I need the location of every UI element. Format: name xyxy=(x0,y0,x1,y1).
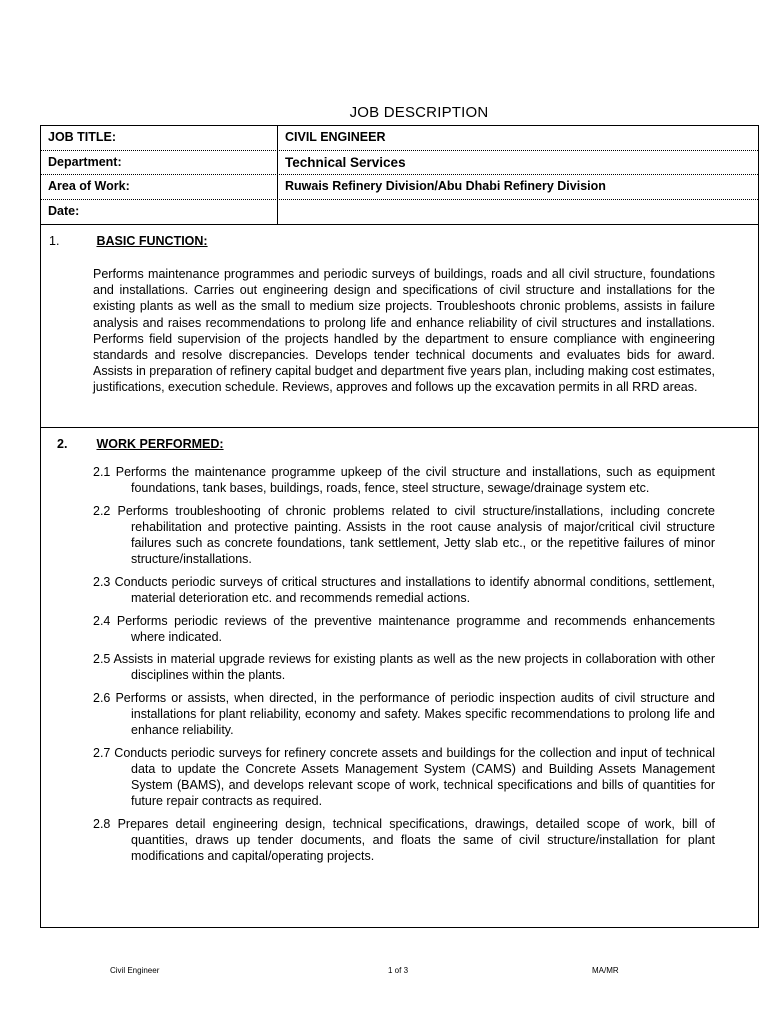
job-title-value: CIVIL ENGINEER xyxy=(285,130,386,144)
footer-left: Civil Engineer xyxy=(110,966,160,975)
work-item-2-2: 2.2 Performs troubleshooting of chronic problems related to civil structure/installations, including concrete rehabilitation and protective painting. Assists in the root cause analysis of major/critical civil structure failures such as concrete foundations, tank settlement, Jetty slab etc., or the repetitive failures of minor structure/installations. xyxy=(93,503,715,567)
section-work-performed xyxy=(40,427,759,928)
section-title: WORK PERFORMED: xyxy=(96,437,224,451)
department-value: Technical Services xyxy=(285,154,406,170)
work-item-2-8: 2.8 Prepares detail engineering design, technical specifications, drawings, detailed scope of work, bill of quantities, draws up tender documents, and floats the same of civil structure/installation for plant modifications and capital/operating projects. xyxy=(93,816,715,864)
header-row-department xyxy=(41,151,758,176)
work-items-list xyxy=(93,464,715,871)
basic-function-text: Performs maintenance programmes and periodic surveys of buildings, roads and all civil structure, foundations and installations. Carries out engineering design and specifications of civil structure and installations for the existing plants as well as the small to medium size projects. Troubleshoots chronic problems, assists in failure analysis and raises recommendations to prolong life and enhance reliability of civil structures and installations. Performs field supervision of the projects handled by the department to ensure compliance with engineering standards and resolve discrepancies. Develops tender technical documents and evaluates bids for award. Assists in preparation of refinery capital budget and department five years plan, including making cost estimates, justifications, execution schedule. Reviews, approves and follows up the excavation permits in all RRD areas. xyxy=(93,267,715,395)
section-number: 2. xyxy=(57,437,68,451)
date-label: Date: xyxy=(41,200,278,225)
work-item-2-1: 2.1 Performs the maintenance programme upkeep of the civil structure and installations, such as equipment foundations, tank bases, buildings, roads, fence, steel structure, sewage/drainage system etc. xyxy=(93,465,715,496)
work-item-2-3: 2.3 Conducts periodic surveys of critical structures and installations to identify abnormal conditions, settlement, material deterioration etc. and recommends remedial actions. xyxy=(93,574,715,606)
job-header-table xyxy=(40,125,759,225)
date-value xyxy=(278,200,758,225)
footer-page-number: 1 of 3 xyxy=(388,966,409,975)
department-label: Department: xyxy=(41,151,278,175)
section-heading xyxy=(49,437,224,451)
work-item-2-4: 2.4 Performs periodic reviews of the preventive maintenance programme and recommends enhancements where indicated. xyxy=(93,613,715,644)
work-item-2-5: 2.5 Assists in material upgrade reviews for existing plants as well as the new projects in collaboration with other disciplines within the plants. xyxy=(93,652,715,683)
section-number: 1. xyxy=(49,234,60,248)
section-heading xyxy=(49,234,208,248)
work-item-2-7: 2.7 Conducts periodic surveys for refinery concrete assets and buildings for the collection and input of technical data to update the Concrete Assets Management System (CAMS) and Building Assets Management System (BAMS), and develops relevant scope of work, technical specifications and bills of quantities for future repair contracts as required. xyxy=(93,745,715,809)
header-row-area-of-work xyxy=(41,175,758,200)
area-of-work-label: Area of Work: xyxy=(41,175,278,199)
job-title-label: JOB TITLE: xyxy=(41,126,278,150)
area-of-work-value: Ruwais Refinery Division/Abu Dhabi Refinery Division xyxy=(285,179,606,193)
document-title: JOB DESCRIPTION xyxy=(349,104,489,121)
header-row-job-title xyxy=(41,126,758,151)
work-item-2-6: 2.6 Performs or assists, when directed, in the performance of periodic inspection audits of civil structure and installations for plant reliability, economy and safety. Makes specific recommendations to prolong life and enhance reliability. xyxy=(93,690,715,738)
footer-right: MA/MR xyxy=(592,966,619,975)
header-row-date xyxy=(41,200,758,225)
section-basic-function xyxy=(40,224,759,428)
section-title: BASIC FUNCTION: xyxy=(96,234,208,248)
